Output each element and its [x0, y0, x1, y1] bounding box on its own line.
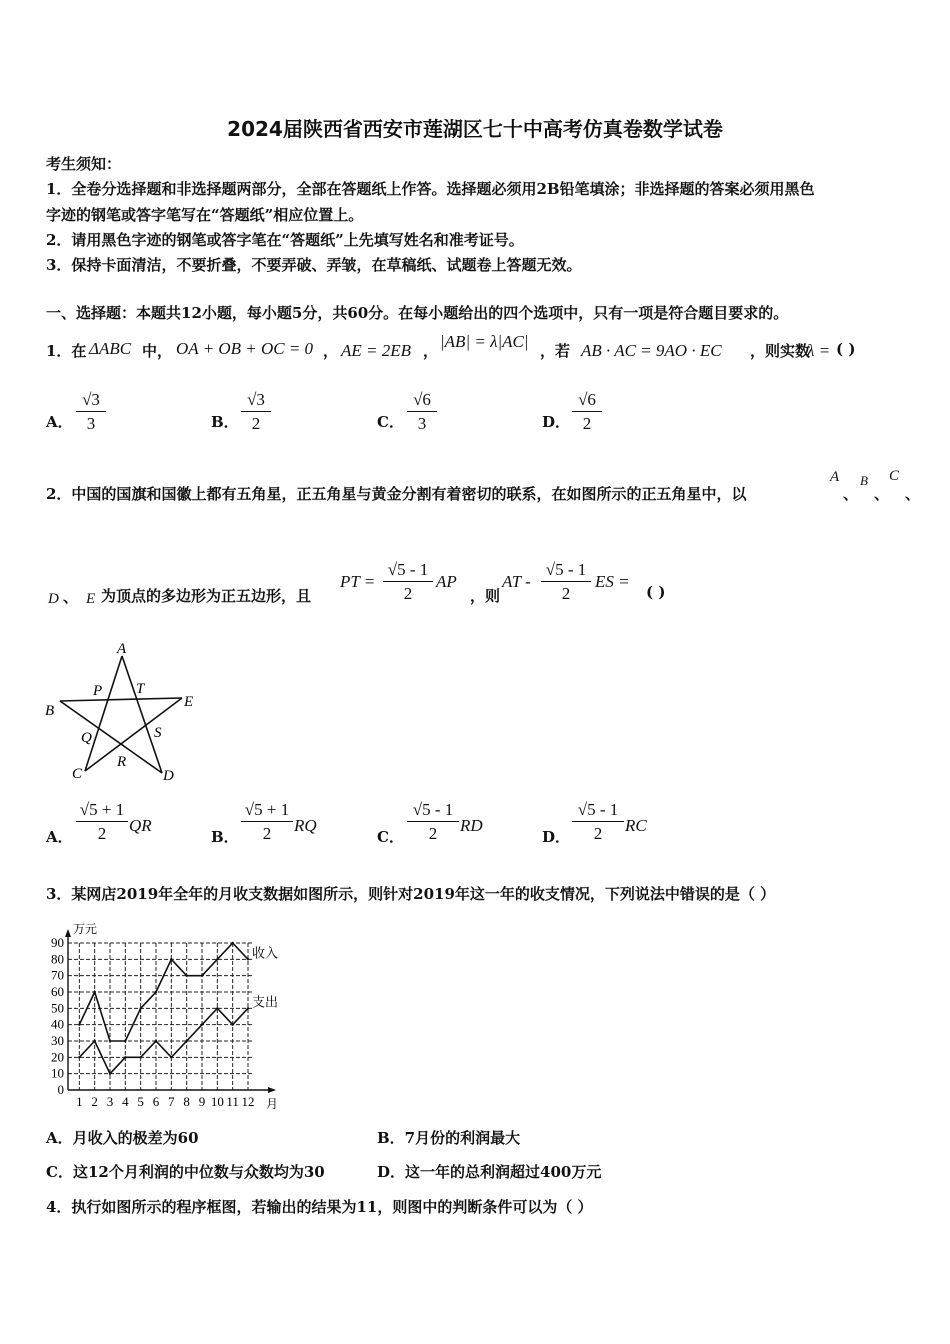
q4-text: 4．执行如图所示的程序框图，若输出的结果为11，则图中的判断条件可以为（ ）: [46, 1198, 593, 1216]
q3-option-a: A．月收入的极差为60: [46, 1129, 199, 1147]
q1-option-d-fraction: [572, 390, 602, 434]
q2-es: ES =: [595, 572, 630, 591]
chart-y-axis-label: 万元: [73, 922, 98, 936]
q1-cond4: AB · AC = 9AO · EC: [581, 341, 722, 360]
chart-axes: [65, 929, 279, 1093]
chart-y-tick-label: 40: [51, 1016, 64, 1032]
q2-golden-num-2: √5 - 1: [541, 560, 591, 582]
q1-option-b-label: B．: [211, 413, 239, 431]
chart-point: [185, 974, 187, 976]
q2-option-d-label: D．: [542, 828, 571, 846]
chart-x-tick-label: 8: [183, 1094, 190, 1109]
q2-option-b-fraction: [241, 800, 293, 844]
q2-golden-fraction-2: [541, 560, 591, 604]
q2-option-d-num: √5 - 1: [572, 800, 624, 822]
chart-legend-label-0: 收入: [252, 945, 279, 961]
q2-option-a-vec: QR: [129, 816, 152, 835]
q2-sep-4: 、: [63, 588, 79, 606]
q3-option-c: C．这12个月利润的中位数与众数均为30: [46, 1163, 325, 1181]
q1-option-a-label: A．: [46, 413, 73, 431]
chart-point: [93, 991, 95, 993]
chart-point: [78, 1023, 80, 1025]
q2-text-2: 为顶点的多边形为正五边形，且: [101, 587, 312, 605]
q3-text: 3．某网店2019年全年的月收支数据如图所示，则针对2019年这一年的收支情况，下列说法中错误的是（ ）: [46, 885, 776, 903]
chart-x-axis-label: 月: [266, 1097, 279, 1110]
star-label-c: C: [72, 766, 83, 782]
chart-x-tick-label: 9: [198, 1094, 206, 1109]
chart-point: [231, 1023, 233, 1025]
q1-option-d-label: D．: [542, 413, 571, 431]
chart-point: [109, 1072, 111, 1074]
chart-point: [124, 1056, 126, 1058]
q2-option-d-den: 2: [593, 824, 603, 843]
q1-paren: ( ): [836, 340, 856, 358]
chart-point: [201, 1023, 203, 1025]
q2-option-c-label: C．: [377, 828, 404, 846]
page-title: 2024届陕西省西安市莲湖区七十中高考仿真卷数学试卷: [227, 117, 723, 141]
star-label-p: P: [93, 683, 103, 699]
q2-sep-1: 、: [843, 485, 859, 503]
chart-x-tick-label: 12: [241, 1094, 255, 1109]
chart-point: [155, 1040, 157, 1042]
q2-option-a-fraction: [76, 800, 128, 844]
chart-x-tick-label: 10: [210, 1094, 224, 1109]
notice-line-2: 2．请用黑色字迹的钢笔或答字笔在“答题纸”上先填写姓名和准考证号。: [46, 231, 524, 249]
notice-line-1b: 字迹的钢笔或答字笔写在“答题纸”相应位置上。: [46, 206, 364, 224]
chart-point: [109, 1040, 111, 1042]
chart-x-tick-label: 4: [122, 1094, 129, 1109]
chart-x-arrow: [268, 1087, 276, 1093]
chart-x-tick-label: 11: [226, 1094, 239, 1109]
chart-point: [78, 1056, 80, 1058]
q2-golden-fraction-1: [383, 560, 433, 604]
chart-point: [231, 942, 233, 944]
chart-point: [124, 1040, 126, 1042]
q2-point-a: A: [830, 469, 840, 485]
q2-paren: ( ): [646, 583, 666, 601]
q1-sep2: ，: [423, 342, 439, 360]
q1-option-b-num: √3: [241, 390, 271, 412]
chart-y-tick-label: 60: [51, 984, 64, 999]
q2-text-1: 2．中国的国旗和国徽上都有五角星，正五角星与黄金分割有着密切的联系，在如图所示的正五角星中，以: [46, 485, 747, 503]
chart-y-tick-label: 20: [51, 1049, 64, 1065]
q1-option-a-den: 3: [86, 414, 96, 433]
chart-point: [216, 1007, 218, 1009]
q2-option-a-num: √5 + 1: [76, 800, 128, 822]
q3-line-chart: [40, 920, 300, 1110]
q2-point-d: D: [48, 591, 59, 607]
pentagram-figure: [40, 638, 210, 788]
section-heading: 一、选择题：本题共12小题，每小题5分，共60分。在每小题给出的四个选项中，只有一项是符合题目要求的。: [46, 304, 789, 322]
q1-option-a-fraction: [76, 390, 106, 434]
q2-option-c-vec: RD: [460, 816, 483, 835]
chart-point: [93, 1040, 95, 1042]
chart-y-tick-label: 50: [51, 1000, 64, 1016]
star-label-a: A: [117, 641, 127, 657]
q2-option-c-num: √5 - 1: [407, 800, 459, 822]
chart-x-tick-label: 1: [76, 1094, 83, 1109]
chart-y-arrow: [65, 929, 71, 937]
q2-ap: AP: [436, 572, 457, 591]
chart-y-tick-label: 80: [51, 951, 64, 967]
chart-point: [247, 1007, 249, 1009]
q1-option-c-label: C．: [377, 413, 404, 431]
notice-heading: 考生须知：: [46, 155, 122, 173]
q1-mid: 中，: [142, 342, 173, 360]
q2-option-b-num: √5 + 1: [241, 800, 293, 822]
chart-y-tick-label: 30: [51, 1033, 64, 1048]
chart-y-tick-label: 10: [51, 1065, 64, 1081]
q2-point-b: B: [860, 473, 868, 488]
chart-y-tick-label: 70: [51, 967, 64, 983]
chart-y-tick-label: 90: [51, 935, 64, 950]
q1-lambda: λ =: [807, 341, 831, 360]
q1-cond2: AE = 2EB: [341, 341, 412, 360]
q2-point-c: C: [889, 468, 900, 484]
star-label-q: Q: [81, 730, 92, 746]
q3-option-b: B．7月份的利润最大: [377, 1129, 521, 1147]
chart-point: [247, 958, 249, 960]
q2-option-b-label: B．: [211, 828, 239, 846]
q1-option-b-fraction: [241, 390, 271, 434]
q1-sep1: ，: [323, 342, 339, 360]
chart-x-tick-label: 7: [168, 1094, 175, 1109]
chart-point: [170, 958, 172, 960]
star-label-r: R: [117, 754, 127, 770]
q1-option-d-den: 2: [582, 414, 592, 433]
q2-pt-lhs: PT =: [340, 572, 376, 591]
q1-triangle: ΔABC: [89, 339, 132, 358]
q1-prefix: 1．在: [46, 342, 87, 360]
star-label-e: E: [184, 694, 194, 710]
q1-option-b-den: 2: [251, 414, 261, 433]
q3-option-d: D．这一年的总利润超过400万元: [377, 1163, 602, 1181]
q1-option-d-num: √6: [572, 390, 602, 412]
q2-option-a-label: A．: [46, 828, 73, 846]
q2-option-b-den: 2: [262, 824, 272, 843]
chart-point: [155, 991, 157, 993]
chart-point: [185, 1040, 187, 1042]
star-label-d: D: [163, 768, 174, 784]
star-label-t: T: [136, 681, 145, 697]
q2-sep-2: 、: [874, 485, 890, 503]
q2-golden-den-1: 2: [403, 584, 413, 603]
star-label-b: B: [45, 703, 55, 719]
q1-option-c-fraction: [407, 390, 437, 434]
chart-point: [139, 1056, 141, 1058]
chart-point: [139, 1007, 141, 1009]
notice-line-3: 3．保持卡面清洁，不要折叠，不要弄破、弄皱，在草稿纸、试题卷上答题无效。: [46, 256, 582, 274]
q2-option-c-den: 2: [428, 824, 438, 843]
chart-legend-label-1: 支出: [252, 994, 279, 1010]
q2-option-b-vec: RQ: [294, 816, 317, 835]
q2-at: AT -: [502, 572, 531, 591]
chart-x-tick-label: 2: [91, 1094, 98, 1109]
q2-option-a-den: 2: [97, 824, 107, 843]
q2-sep-3: 、: [905, 485, 921, 503]
chart-x-tick-label: 5: [137, 1094, 144, 1109]
q1-tail: ，则实数: [750, 342, 811, 360]
q1-option-a-num: √3: [76, 390, 106, 412]
q1-cond3: |AB| = λ|AC|: [440, 332, 529, 351]
q1-option-c-den: 3: [417, 414, 427, 433]
chart-point: [216, 958, 218, 960]
chart-point: [201, 974, 203, 976]
q2-then: ，则: [470, 587, 501, 605]
q2-golden-num-1: √5 - 1: [383, 560, 433, 582]
q1-cond1: OA + OB + OC = 0: [176, 339, 314, 358]
chart-ticks: [51, 935, 255, 1109]
chart-point: [170, 1056, 172, 1058]
chart-y-tick-label: 0: [57, 1082, 64, 1097]
q2-option-d-fraction: [572, 800, 624, 844]
q1-sep3: ，若: [540, 342, 571, 360]
notice-line-1a: 1．全卷分选择题和非选择题两部分，全部在答题纸上作答。选择题必须用2B铅笔填涂；非选择题的答案必须用黑色: [46, 180, 815, 198]
chart-x-tick-label: 6: [152, 1094, 160, 1109]
q1-option-c-num: √6: [407, 390, 437, 412]
q2-option-d-vec: RC: [625, 816, 647, 835]
star-label-s: S: [154, 725, 162, 741]
q2-point-e: E: [86, 591, 96, 607]
chart-x-tick-label: 3: [106, 1094, 114, 1109]
q2-option-c-fraction: [407, 800, 459, 844]
q2-golden-den-2: 2: [561, 584, 571, 603]
